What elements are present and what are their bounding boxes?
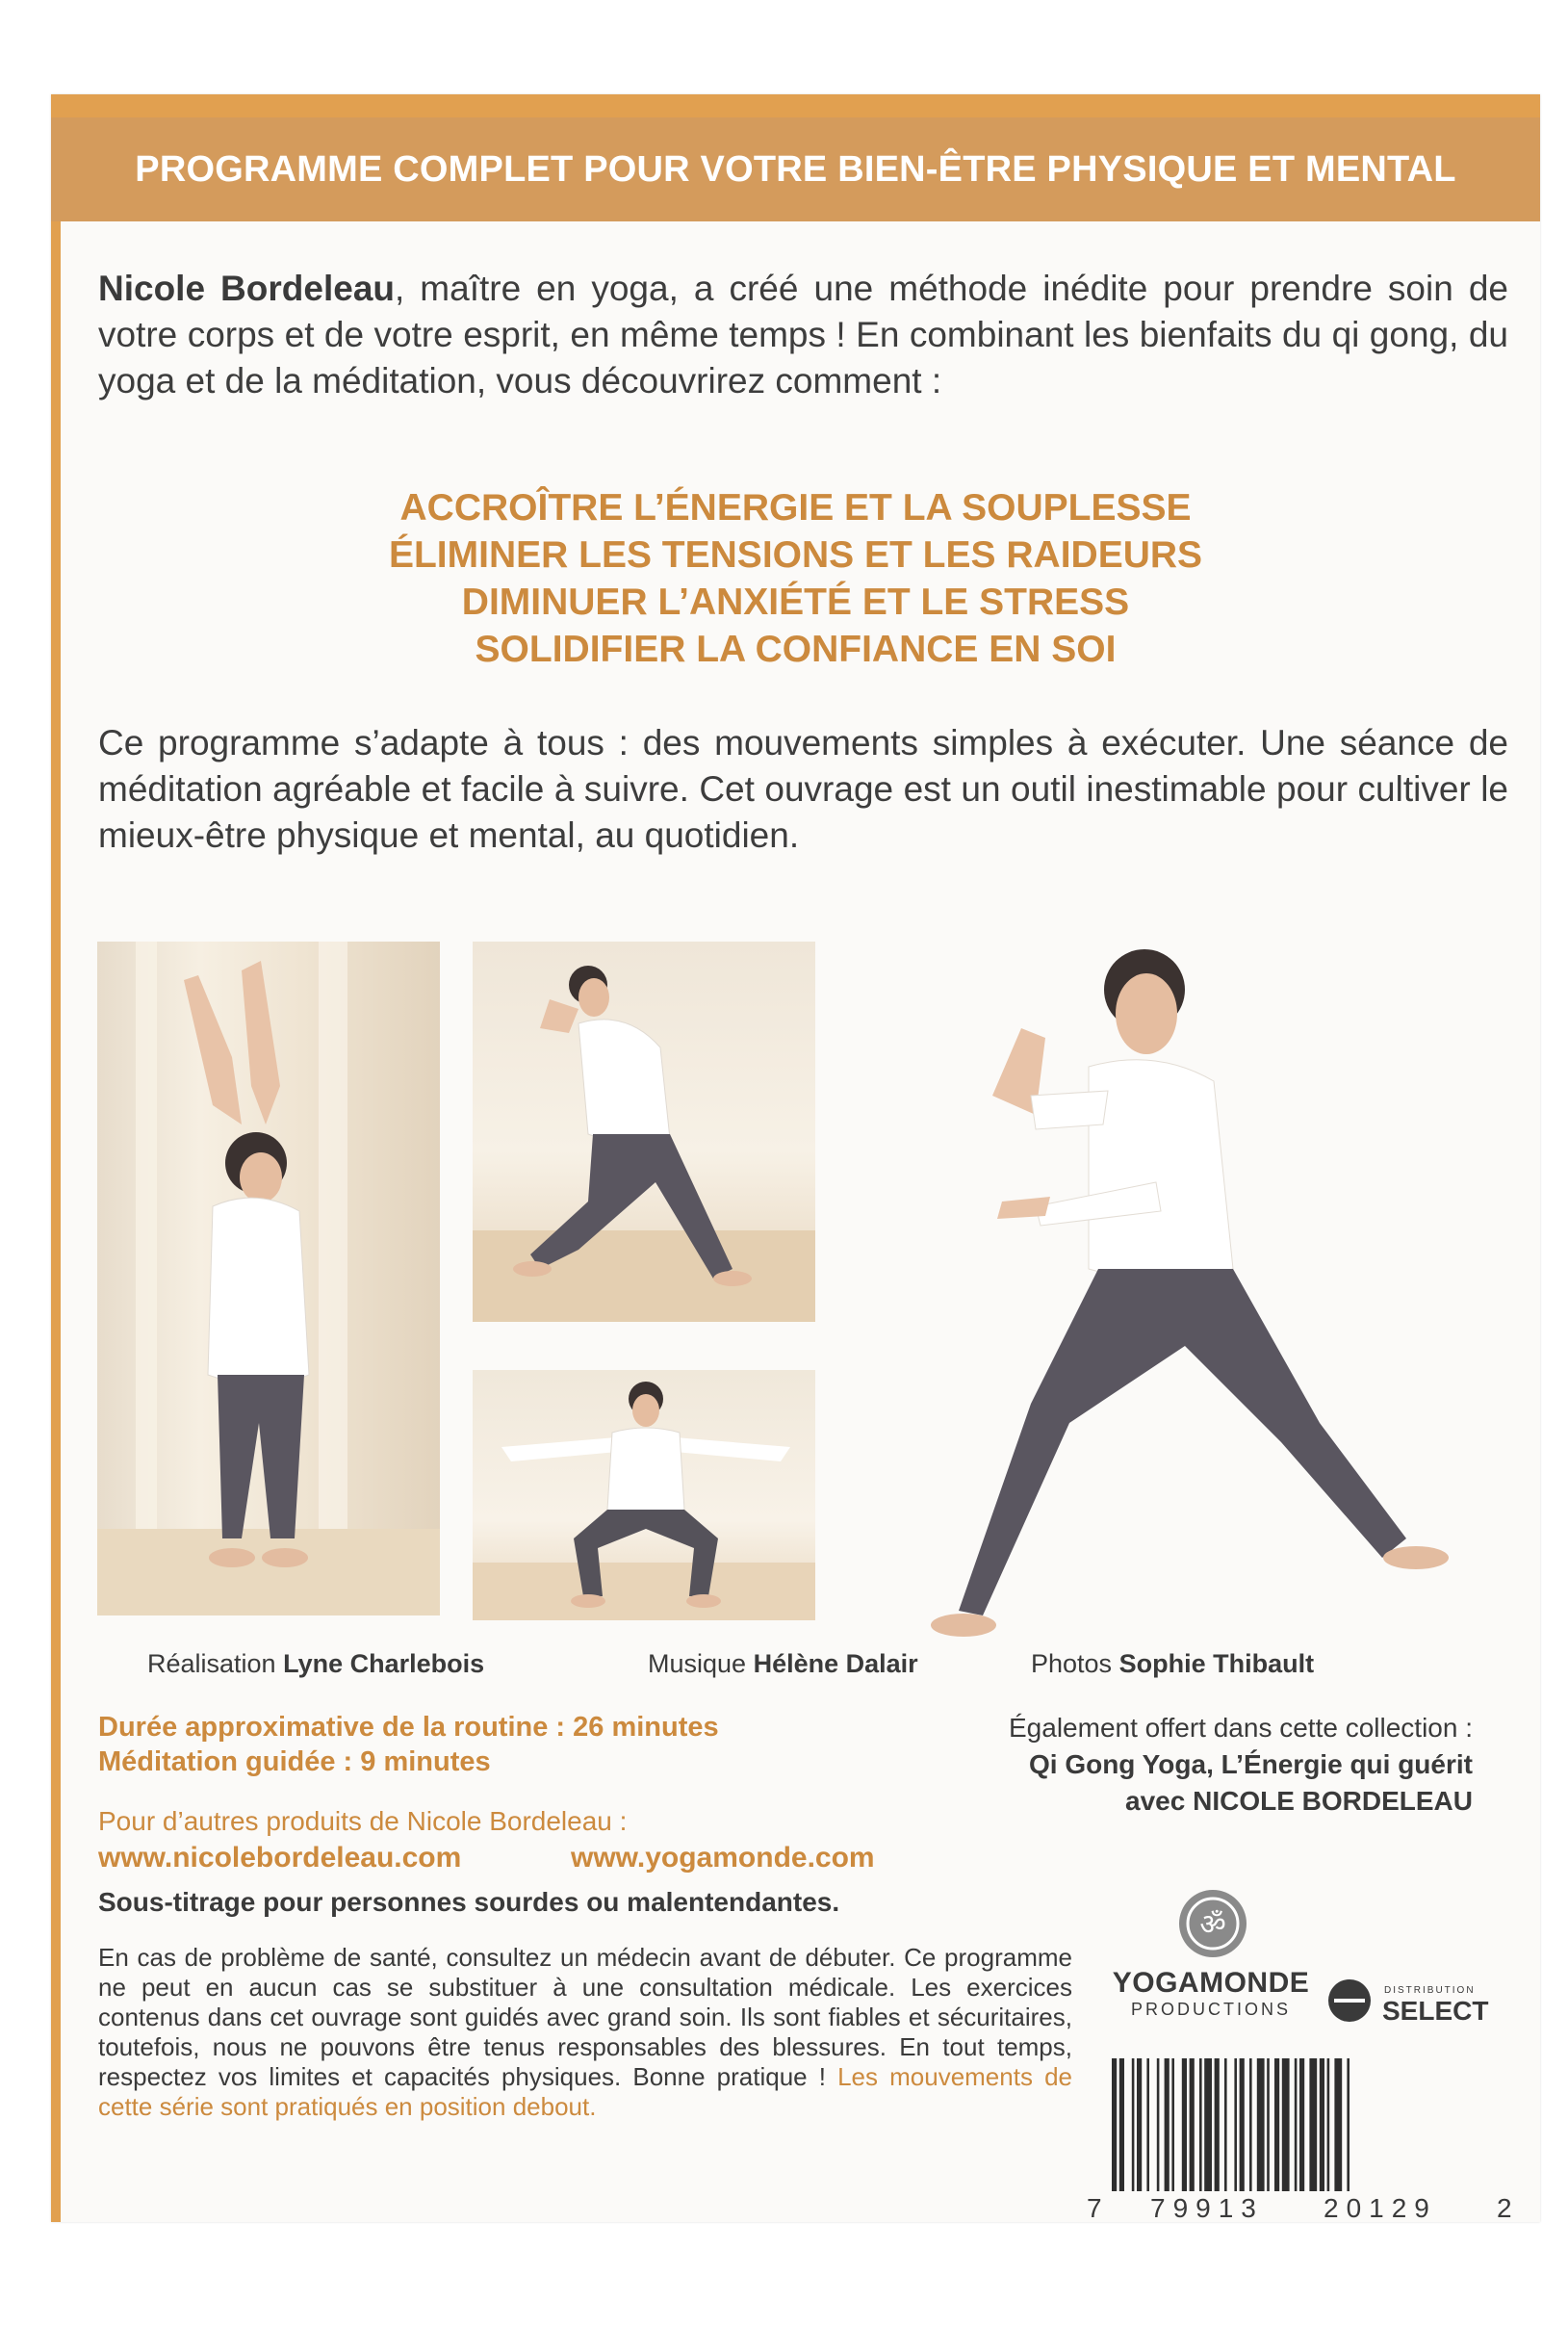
barcode-bar: [1146, 2058, 1149, 2191]
author-name: Nicole Bordeleau: [98, 269, 395, 308]
website-link[interactable]: www.nicolebordeleau.com: [98, 1842, 462, 1874]
cover-left-edge: [51, 94, 61, 2222]
disclaimer-highlight: Les mouvements de cette série sont pratiqués en position debout.: [98, 2062, 1072, 2121]
cover-top-edge: [51, 94, 1540, 117]
benefits-list: [51, 484, 1540, 673]
barcode-bar: [1112, 2058, 1117, 2191]
subtitles-note: Sous-titrage pour personnes sourdes ou malentendantes.: [98, 1887, 840, 1917]
photo-qigong-lunge: [867, 922, 1531, 1654]
credit-label: Musique: [648, 1649, 747, 1678]
barcode-bar: [1224, 2058, 1227, 2191]
barcode-bar: [1132, 2058, 1135, 2191]
distribution-label: DISTRIBUTION: [1384, 1985, 1476, 1996]
website-link[interactable]: www.yogamonde.com: [571, 1842, 875, 1874]
barcode-bar: [1165, 2058, 1170, 2191]
credit-label: Photos: [1031, 1649, 1113, 1678]
barcode-bar: [1215, 2058, 1220, 2191]
figure-qigong-lunge: [867, 922, 1531, 1654]
intro-text: , maître en yoga, a créé une méthode inédite pour prendre soin de votre corps et de votre esprit, en même temps ! En combinant les bienfaits du qi gong, du yoga et de la méditation, vous découvrirez comment :: [98, 269, 1508, 401]
barcode-bar: [1309, 2058, 1317, 2191]
svg-text:ॐ: ॐ: [1199, 1908, 1226, 1942]
barcode-bar: [1347, 2058, 1350, 2191]
barcode-bar: [1327, 2058, 1330, 2191]
barcode-bar: [1295, 2058, 1298, 2191]
yogamonde-logo: [1110, 1967, 1312, 2020]
om-logo-icon: [1179, 1890, 1247, 1957]
yogamonde-name: YOGAMONDE: [1112, 1967, 1310, 1999]
barcode-bar: [1171, 2058, 1174, 2191]
barcode-bar: [1334, 2058, 1342, 2191]
benefit-item: ACCROÎTRE L’ÉNERGIE ET LA SOUPLESSE: [399, 487, 1192, 529]
dvd-back-cover: [51, 94, 1540, 2222]
collection-author: avec NICOLE BORDELEAU: [1125, 1786, 1473, 1816]
credit-name: Hélène Dalair: [753, 1649, 918, 1678]
collection-info: [876, 1710, 1473, 1820]
barcode-bar: [1267, 2058, 1270, 2191]
disclaimer-text: En cas de problème de santé, consultez un médecin avant de débuter. Ce programme ne peut en aucun cas se substituer à une consultation médicale. Les exercices contenus dans cet ouvrage sont guidés avec grand soin. Ils sont fiables et sécuritaires, toutefois, nous ne pouvons être tenus responsables des blessures. En tout temps, respectez vos limites et capacités physiques. Bonne pratique !: [98, 1943, 1072, 2091]
intro-paragraph: [98, 266, 1508, 404]
barcode-bar: [1299, 2058, 1304, 2191]
figure-arms-raised: [97, 942, 440, 1615]
barcode-bar: [1137, 2058, 1142, 2191]
barcode-bar: [1320, 2058, 1324, 2191]
barcode-bar: [1199, 2058, 1202, 2191]
photo-arms-raised: [97, 942, 440, 1615]
credit-photos: [1031, 1649, 1314, 1679]
barcode-digits: 20129: [1324, 2193, 1437, 2222]
meditation-duration: Méditation guidée : 9 minutes: [98, 1746, 491, 1777]
description-paragraph: Ce programme s’adapte à tous : des mouvements simples à exécuter. Une séance de méditation agréable et facile à suivre. Cet ouvrage est un outil inestimable pour cultiver le mieux-être physique et mental, au quotidien.: [98, 723, 1508, 855]
photo-side-lunge: [473, 942, 815, 1322]
barcode-digit: 7: [1087, 2193, 1102, 2222]
select-label: SELECT: [1382, 1996, 1489, 2026]
barcode-digits: 79913: [1150, 2193, 1264, 2222]
barcode-bar: [1249, 2058, 1252, 2191]
credit-name: Lyne Charlebois: [283, 1649, 485, 1678]
benefit-item: SOLIDIFIER LA CONFIANCE EN SOI: [475, 629, 1117, 670]
disclaimer: [98, 1943, 1072, 2122]
distribution-select-logo: [1326, 1972, 1500, 2029]
credit-realisation: [147, 1649, 484, 1679]
barcode-digit: 2: [1497, 2193, 1512, 2222]
photo-wide-squat: [473, 1370, 815, 1620]
credit-name: Sophie Thibault: [1118, 1649, 1315, 1678]
benefit-item: ÉLIMINER LES TENSIONS ET LES RAIDEURS: [388, 534, 1203, 576]
barcode-bar: [1282, 2058, 1290, 2191]
barcode-bar: [1204, 2058, 1212, 2191]
figure-wide-squat: [473, 1370, 815, 1620]
barcode-bar: [1119, 2058, 1124, 2191]
credit-label: Réalisation: [147, 1649, 276, 1678]
barcode-bar: [1257, 2058, 1265, 2191]
durations: [98, 1710, 719, 1779]
top-banner: PROGRAMME COMPLET POUR VOTRE BIEN-ÊTRE PHYSIQUE ET MENTAL: [51, 117, 1540, 221]
others-label: Pour d’autres produits de Nicole Bordeleau :: [98, 1806, 628, 1836]
benefit-item: DIMINUER L’ANXIÉTÉ ET LE STRESS: [461, 582, 1130, 623]
barcode-bar: [1157, 2058, 1160, 2191]
collection-title: Qi Gong Yoga, L’Énergie qui guérit: [1028, 1749, 1473, 1779]
barcode-bar: [1240, 2058, 1245, 2191]
barcode-bar: [1190, 2058, 1195, 2191]
routine-duration: Durée approximative de la routine : 26 minutes: [98, 1712, 719, 1743]
barcode-bars: [1112, 2058, 1350, 2191]
barcode-bar: [1274, 2058, 1279, 2191]
barcode-bar: [1234, 2058, 1237, 2191]
yogamonde-productions: PRODUCTIONS: [1130, 2000, 1291, 2019]
barcode: [1083, 2058, 1516, 2222]
figure-side-lunge: [473, 942, 815, 1322]
barcode-bar: [1182, 2058, 1187, 2191]
credit-musique: [648, 1649, 918, 1679]
collection-intro: Également offert dans cette collection :: [1009, 1713, 1473, 1743]
